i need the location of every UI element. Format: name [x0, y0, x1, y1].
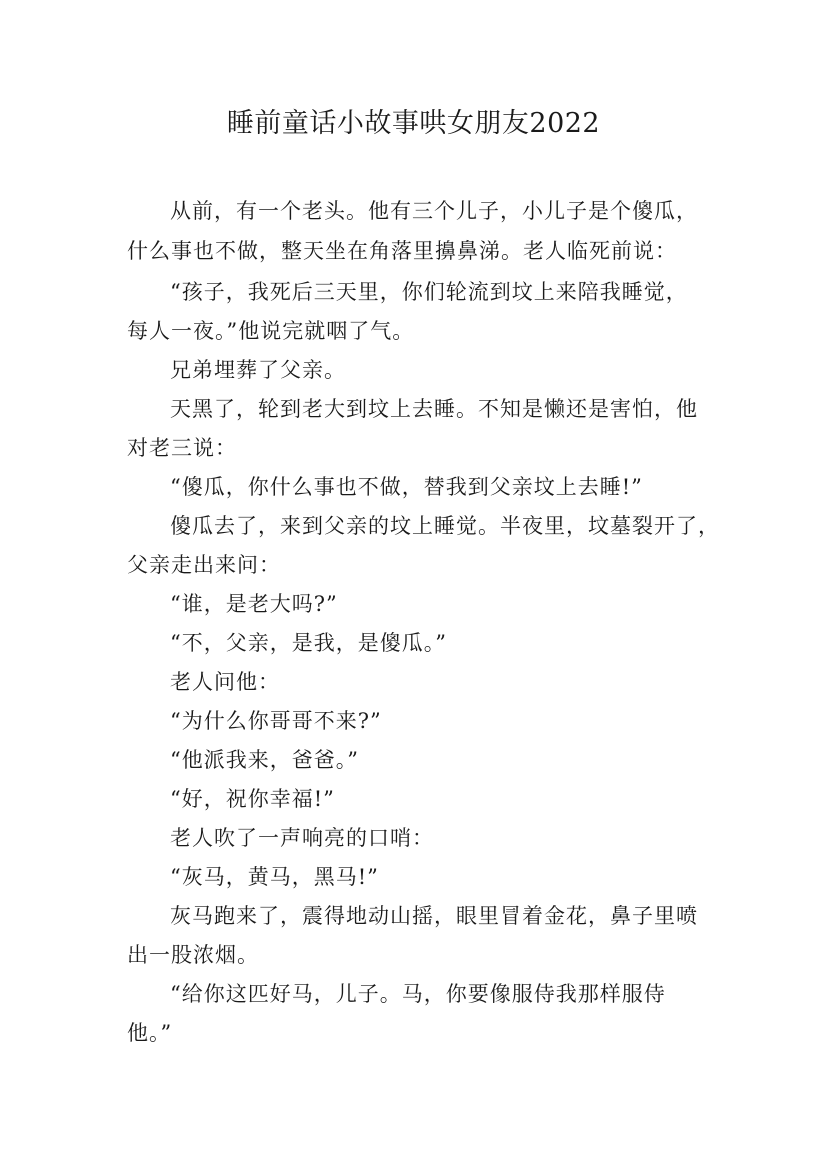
paragraph-line: “为什么你哥哥不来?”	[170, 709, 382, 733]
paragraph-line: “灰马，黄马，黑马!”	[170, 865, 379, 889]
paragraph-line: 从前，有一个老头。他有三个儿子，小儿子是个傻瓜，	[170, 199, 698, 223]
paragraph-line: 天黑了，轮到老大到坟上去睡。不知是懒还是害怕，他	[170, 397, 698, 421]
paragraph-line: 灰马跑来了，震得地动山摇，眼里冒着金花，鼻子里喷	[170, 904, 698, 928]
paragraph-line: 出一股浓烟。	[127, 943, 259, 967]
paragraph-line: 对老三说：	[127, 436, 237, 460]
paragraph-line: 父亲走出来问：	[127, 553, 281, 577]
paragraph-line: “好，祝你幸福!”	[170, 787, 335, 811]
paragraph-line: 老人吹了一声响亮的口哨：	[170, 826, 434, 850]
paragraph-line: 老人问他：	[170, 670, 280, 694]
paragraph-line: 每人一夜。”他说完就咽了气。	[127, 319, 415, 343]
paragraph-line: 什么事也不做，整天坐在角落里擤鼻涕。老人临死前说：	[127, 239, 677, 263]
paragraph-line: 傻瓜去了，来到父亲的坟上睡觉。半夜里，坟墓裂开了，	[170, 514, 720, 538]
paragraph-line: “孩子，我死后三天里，你们轮流到坟上来陪我睡觉，	[170, 280, 688, 304]
paragraph-line: “他派我来，爸爸。”	[170, 748, 359, 772]
paragraph-line: 兄弟埋葬了父亲。	[170, 358, 346, 382]
paragraph-line: “给你这匹好马，儿子。马，你要像服侍我那样服侍	[170, 982, 666, 1006]
paragraph-line: “傻瓜，你什么事也不做，替我到父亲坟上去睡!”	[170, 475, 643, 499]
paragraph-line: “谁，是老大吗?”	[170, 592, 338, 616]
paragraph-line: 他。”	[127, 1021, 173, 1045]
document-title: 睡前童话小故事哄女朋友2022	[226, 108, 601, 139]
paragraph-line: “不，父亲，是我，是傻瓜。”	[170, 631, 447, 655]
